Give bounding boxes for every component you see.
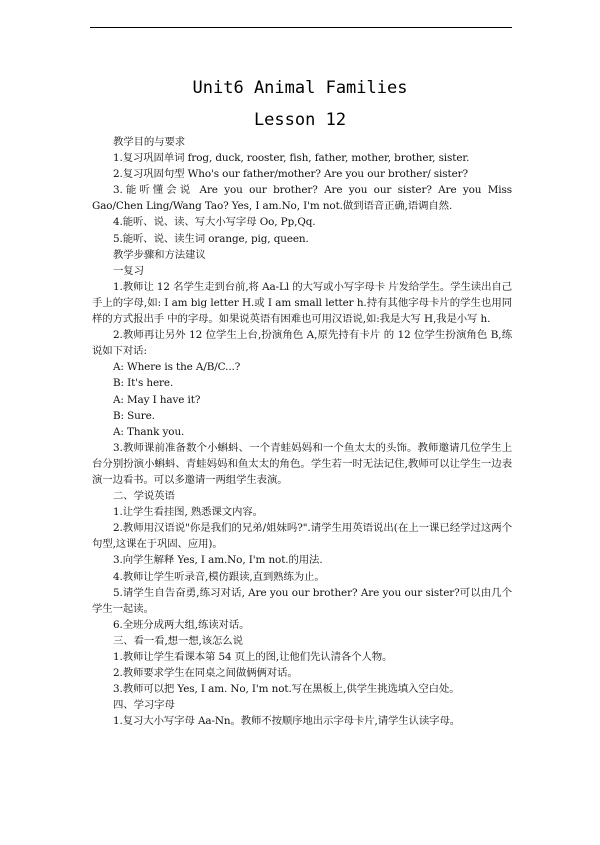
objective-item: 2.复习巩固句型 Who's our father/mother? Are you our brother/ sister? [113,168,468,181]
step-item: 1.教师让 12 名学生走到台前,将 Aa-Ll 的大写或小写字母卡 片发给学生。学生读出自己手上的字母,如: I am big letter H.或 I am small letter h.持有其他字母卡片的学生也用同样的方式报出手 中的字母。如果说英语有困难也可用汉语说,如:我是大写 H,我是小写 h. [92,280,512,326]
dialogue-line: A: Where is the A/B/C...? [113,361,241,374]
section-heading: 教学步骤和方法建议 [113,248,206,261]
dialogue-line: B: Sure. [113,409,155,422]
step-item: 2.教师要求学生在同桌之间做俩俩对话。 [113,667,298,680]
section-heading: 一复习 [113,264,144,277]
objective-item: 3.能听懂会说 Are you our brother? Are you our sister? Are you Miss Gao/Chen Ling/Wang Tao? Yes, I am.No, I'm not.做到语音正确,语调自然. [92,184,512,213]
dialogue-line: B: It's here. [113,377,174,390]
step-item: 1.教师让学生看课本第 54 页上的图,让他们先认清各个人物。 [113,651,393,663]
section-heading: 教学目的与要求 [113,136,186,148]
step-item: 2.教师再让另外 12 位学生上台,扮演角色 A,原先持有卡片 的 12 位学生扮演角色 B,练说如下对话: [92,329,512,358]
section-heading: 二、学说英语 [113,490,175,503]
step-item: 3.向学生解释 Yes, I am.No, I'm not.的用法. [113,554,323,567]
objective-item: 4.能听、说、读、写大小写字母 Oo, Pp,Qq. [113,216,316,229]
lesson-title: Lesson 12 [253,110,347,130]
step-item: 3.教师课前准备数个小蝌蚪、一个青蛙妈妈和一个鱼太太的头饰。教师邀请几位学生上台分别扮演小蝌蚪、青蛙妈妈和鱼太太的角色。学生若一时无法记住,教师可以让学生一边表演一边看书。可以多邀请一两组学生表演。 [92,441,512,486]
step-item: 5.请学生自告奋勇,练习对话, Are you our brother? Are you our sister?可以由几个学生一起读。 [92,586,512,615]
step-item: 6.全班分成两大组,练读对话。 [113,618,250,631]
page-title: Unit6 Animal Families [192,78,408,98]
dialogue-line: A: Thank you. [113,425,185,438]
objective-item: 5.能听、说、读生词 orange, pig, queen. [113,232,309,245]
lesson-body [92,134,512,729]
dialogue-line: A: May I have it? [113,393,201,406]
section-heading: 四、学习字母 [113,699,175,712]
step-item: 1.让学生看挂图, 熟悉课文内容。 [113,506,263,519]
step-item: 2.教师用汉语说"你是我们的兄弟/姐妹吗?".请学生用英语说出(在上一课已经学过这两个句型,这课在于巩固、应用)。 [92,522,512,551]
top-rule [90,27,512,28]
step-item: 4.教师让学生听录音,模仿跟读,直到熟练为止。 [113,570,325,583]
objective-item: 1.复习巩固单词 frog, duck, rooster, fish, father, mother, brother, sister. [113,152,470,165]
section-heading: 三、看一看,想一想,该怎么说 [113,634,243,647]
step-item: 3.教师可以把 Yes, I am. No, I'm not.写在黑板上,供学生挑选填入空白处。 [113,683,460,696]
step-item: 1.复习大小写字母 Aa-Nn。教师不按顺序地出示字母卡片,请学生认读字母。 [113,715,461,728]
